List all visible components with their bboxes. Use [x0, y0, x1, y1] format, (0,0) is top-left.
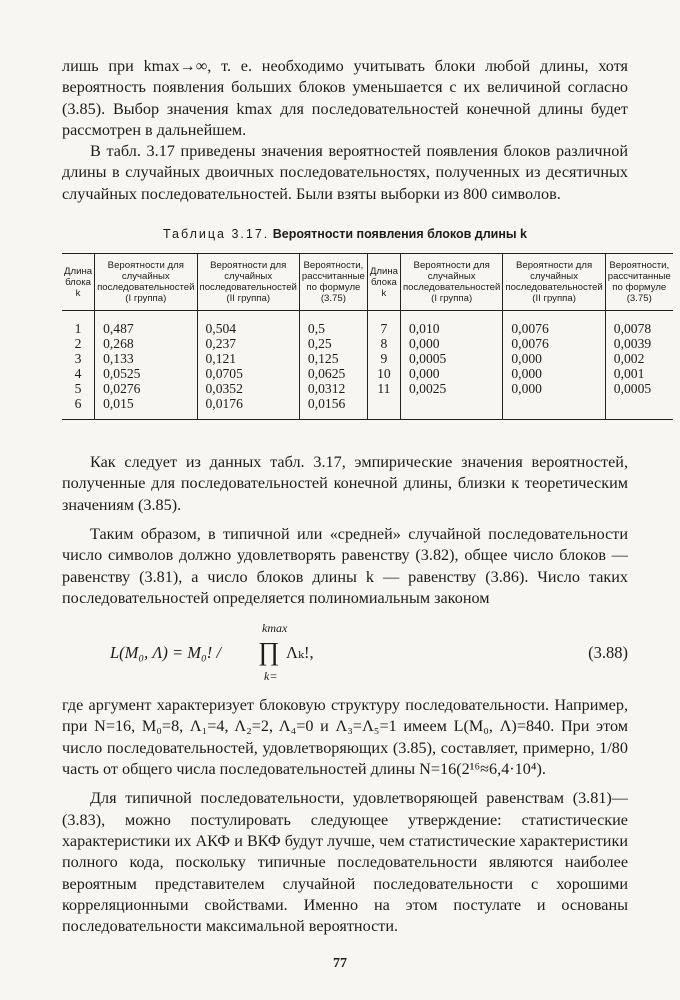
header-formula-1: Вероятности, рассчитанные по формуле (3.75) [299, 254, 367, 311]
table-caption-label: Таблица 3.17. [162, 227, 270, 242]
table-cell [605, 396, 672, 420]
paragraph-4: Таким образом, в типичной или «средней» случайной последовательности число символов должно удовлетворять равенству (3.82), общее число блоков — равенству (3.81), а число блоков длины k — равенству (3.86). Число таких последовательностей определяется полиномиальным законом [62, 524, 628, 607]
table-cell: 0,010 [400, 311, 502, 337]
equation-3-88 [62, 621, 628, 687]
table-cell: 0,000 [400, 336, 502, 351]
paragraph-6: Для типичной последовательности, удовлетворяющей равенствам (3.81)—(3.83), можно постулировать следующее утверждение: статистические характеристики их АКФ и ВКФ будут лучше, чем статистические характеристики полного кода, поскольку типичные последовательности являются наиболее вероятным представителем случайной последовательности с хорошими корреляционными свойствами. Именно на этом постулате и основаны последовательности максимальной вероятности. [62, 789, 628, 936]
table-cell [367, 396, 400, 420]
table-cell: 0,0076 [503, 336, 605, 351]
table-cell: 0,121 [197, 351, 299, 366]
table-cell: 2 [74, 336, 82, 352]
table-cell: 11 [367, 381, 400, 396]
table-cell: 0,504 [197, 311, 299, 337]
table-cell: 0,0625 [299, 366, 367, 381]
table-cell: 0,133 [95, 351, 197, 366]
table-cell: 7 [367, 311, 400, 337]
equation-number: (3.88) [588, 643, 628, 663]
equation-product-term: Λₖ!, [286, 643, 314, 663]
table-cell: 0,000 [503, 351, 605, 366]
table-cell: 0,25 [299, 336, 367, 351]
table-cell: 6 [74, 396, 82, 412]
probability-table [62, 253, 673, 420]
table-cell [503, 396, 605, 420]
table-cell: 0,125 [299, 351, 367, 366]
table-cell: 0,0176 [197, 396, 299, 420]
table-row [62, 336, 673, 351]
table-cell: 0,0076 [503, 311, 605, 337]
table-cell: 0,237 [197, 336, 299, 351]
table-cell: 0,0156 [299, 396, 367, 420]
table-caption [62, 227, 628, 241]
table-cell: 0,0705 [197, 366, 299, 381]
equation-product-lower-limit: k= [264, 669, 278, 684]
equation-lhs: L(M₀, Λ) = M₀! / [110, 643, 221, 663]
paragraph-1: лишь при kmax→∞, т. е. необходимо учитывать блоки любой длины, хотя вероятность появления больших блоков уменьшается с их величиной согласно (3.85). Выбор значения kmax для последовательностей конечной длины будет рассмотрен в дальнейшем. [62, 57, 628, 139]
table-row [62, 311, 673, 337]
table-header-row [62, 254, 673, 311]
table-cell: 8 [367, 336, 400, 351]
table-cell: 0,487 [95, 311, 197, 337]
table-cell: 0,0352 [197, 381, 299, 396]
table-cell: 0,001 [605, 366, 672, 381]
table-row [62, 366, 673, 381]
paragraph-3: Как следует из данных табл. 3.17, эмпирические значения вероятностей, полученные для последовательностей конечной длины, близки к теоретическим значениям (3.85). [62, 453, 628, 514]
table-cell: 0,0005 [400, 351, 502, 366]
table-cell: 0,000 [503, 381, 605, 396]
table-cell: 0,000 [400, 366, 502, 381]
header-group1-2: Вероятности для случайных последовательностей (I группа) [400, 254, 502, 311]
table-cell: 0,0025 [400, 381, 502, 396]
table-cell: 4 [74, 366, 82, 382]
table-cell: 10 [367, 366, 400, 381]
table-cell: 9 [367, 351, 400, 366]
table-cell: 3 [74, 351, 82, 367]
equation-product-upper-limit: kmax [262, 621, 288, 636]
table-cell: 0,0039 [605, 336, 672, 351]
table-cell: 0,0525 [95, 366, 197, 381]
table-row [62, 381, 673, 396]
table-row [62, 351, 673, 366]
table-cell: 0,0005 [605, 381, 672, 396]
table-cell: 0,5 [299, 311, 367, 337]
table-cell: 5 [74, 381, 82, 397]
table-cell: 1 [74, 321, 82, 337]
page-body [62, 56, 671, 937]
table-cell: 0,0312 [299, 381, 367, 396]
paragraph-5: где аргумент характеризует блоковую структуру последовательности. Например, при N=16, M₀=8, Λ₁=4, Λ₂=2, Λ₄=0 и Λ₃=Λ₅=1 имеем L(M₀, Λ)=840. При этом число последовательностей, удовлетворяющих (3.85), составляет, примерно, 1/80 часть от общего числа последовательностей длины N=16(2¹⁶≈6,4·10⁴). [62, 696, 628, 779]
page-number: 77 [333, 956, 347, 971]
table-cell [400, 396, 502, 420]
header-group1-1: Вероятности для случайных последовательностей (I группа) [95, 254, 197, 311]
table-cell: 0,268 [95, 336, 197, 351]
table-cell: 0,0276 [95, 381, 197, 396]
header-group2-1: Вероятности для случайных последовательностей (II группа) [197, 254, 299, 311]
header-formula-2: Вероятности, рассчитанные по формуле (3.75) [605, 254, 672, 311]
paragraph-2: В табл. 3.17 приведены значения вероятностей появления блоков различной длины в случайных двоичных последовательностях, полученных из десятичных случайных последовательностей. Были взяты выборки из 800 символов. [62, 142, 628, 203]
table-cell: 0,015 [95, 396, 197, 420]
header-group2-2: Вероятности для случайных последовательностей (II группа) [503, 254, 605, 311]
table-row [62, 396, 673, 420]
product-symbol: ∏ [258, 637, 280, 667]
table-cell: 0,002 [605, 351, 672, 366]
table-caption-title: Вероятности появления блоков длины k [272, 227, 527, 242]
header-block-length-2: Длина блока k [367, 254, 400, 311]
header-block-length-1: Длина блока k [62, 254, 95, 311]
table-cell: 0,000 [503, 366, 605, 381]
table-cell: 0,0078 [605, 311, 672, 337]
